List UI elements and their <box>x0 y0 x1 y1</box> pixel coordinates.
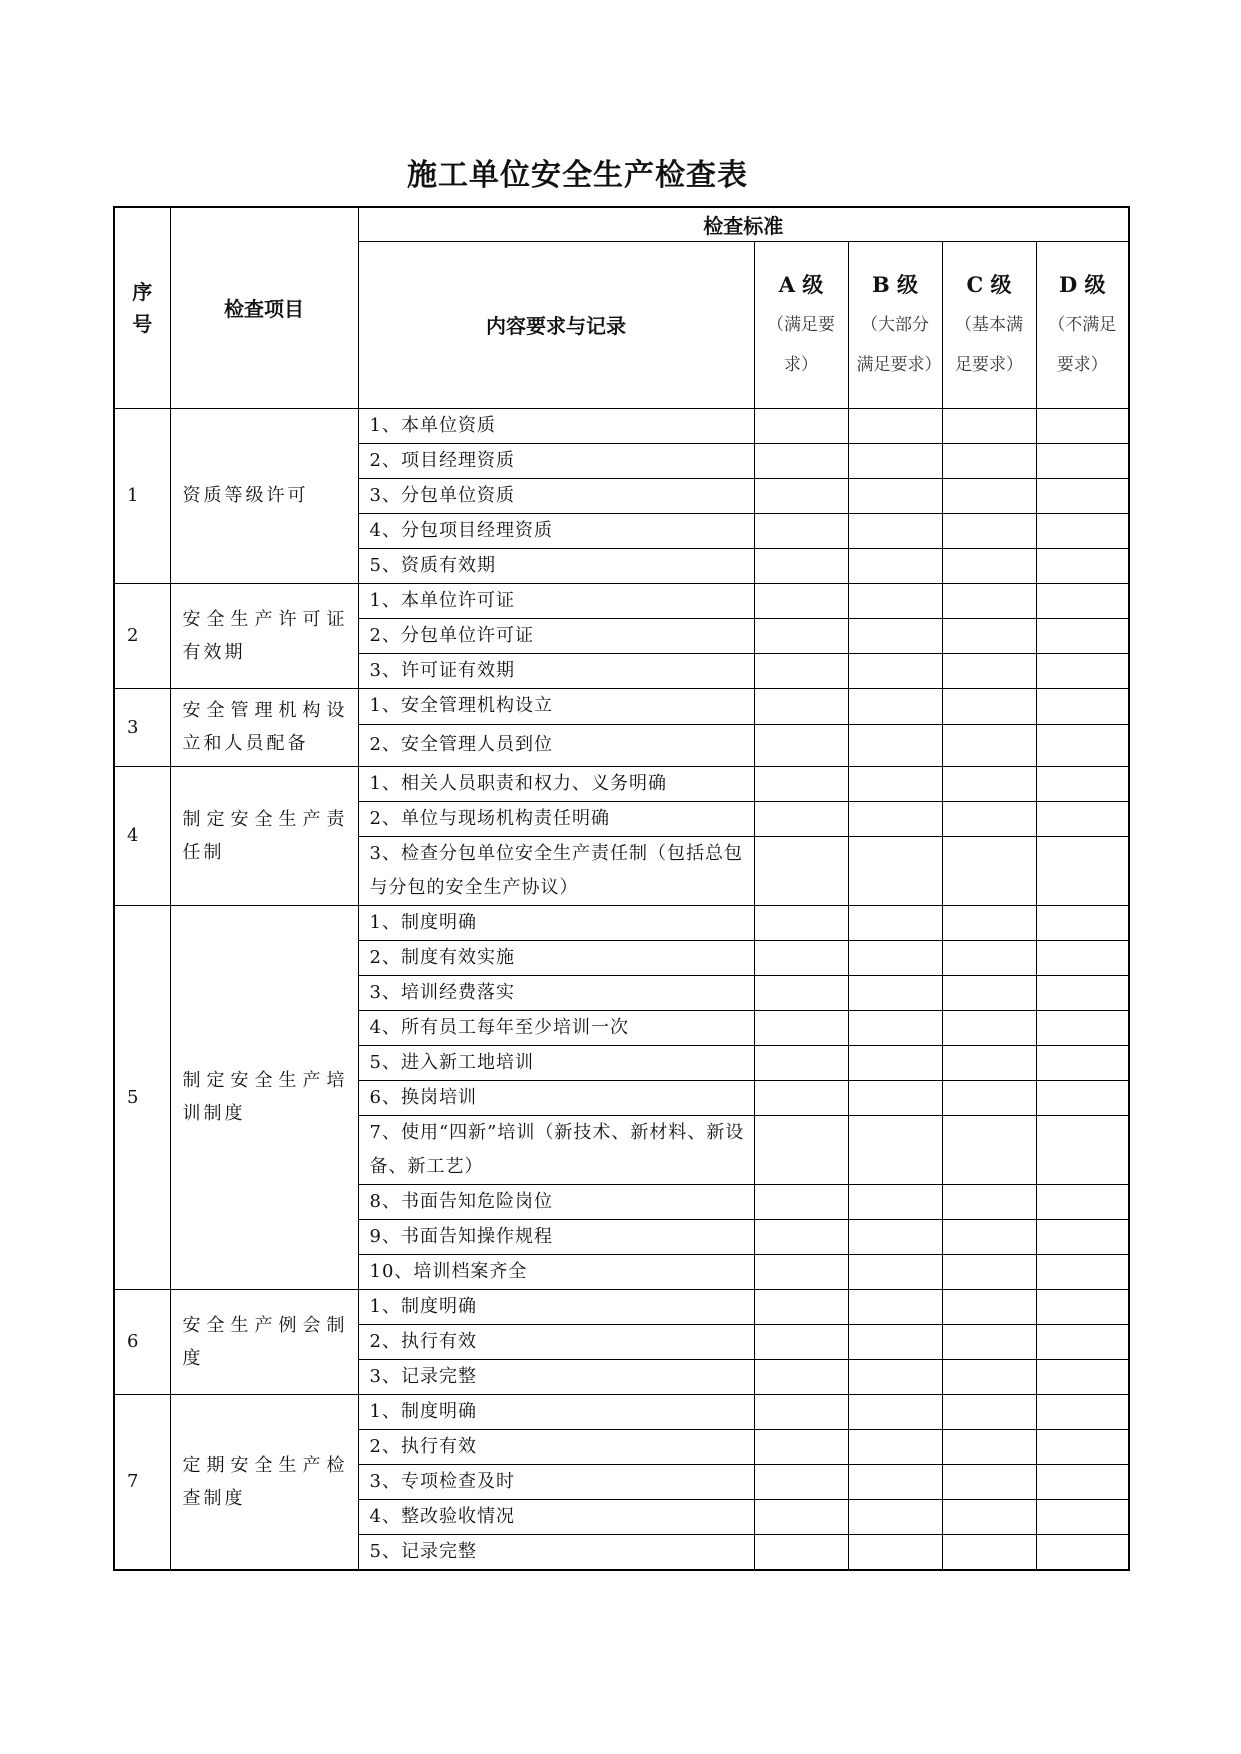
grade-c-cell[interactable] <box>942 1464 1036 1499</box>
row-content-requirement: 3、许可证有效期 <box>358 653 754 688</box>
header-content: 内容要求与记录 <box>358 241 754 408</box>
document-title: 施工单位安全生产检查表 <box>407 158 748 193</box>
grade-a-cell[interactable] <box>754 1534 848 1570</box>
grade-a-cell[interactable] <box>754 513 848 548</box>
grade-c-cell[interactable] <box>942 1184 1036 1219</box>
row-content-requirement: 3、专项检查及时 <box>358 1464 754 1499</box>
header-seq-label: 序号 <box>132 279 153 336</box>
row-seq: 5 <box>114 905 170 1289</box>
grade-d-cell[interactable] <box>1036 836 1129 905</box>
grade-description: （不满足要求） <box>1048 314 1117 375</box>
row-content-requirement: 2、项目经理资质 <box>358 443 754 478</box>
row-content-requirement: 10、培训档案齐全 <box>358 1254 754 1289</box>
grade-b-cell[interactable] <box>848 766 942 801</box>
row-seq: 1 <box>114 408 170 583</box>
grade-c-cell[interactable] <box>942 1429 1036 1464</box>
row-content-requirement: 1、制度明确 <box>358 1289 754 1324</box>
grade-a-cell[interactable] <box>754 548 848 583</box>
row-content-requirement: 2、执行有效 <box>358 1324 754 1359</box>
row-content-requirement: 1、制度明确 <box>358 905 754 940</box>
grade-b-cell[interactable] <box>848 801 942 836</box>
grade-c-cell[interactable] <box>942 583 1036 618</box>
grade-c-cell[interactable] <box>942 1359 1036 1394</box>
grade-d-cell[interactable] <box>1036 975 1129 1010</box>
grade-c-cell[interactable] <box>942 1324 1036 1359</box>
row-content-requirement: 1、安全管理机构设立 <box>358 688 754 724</box>
grade-c-cell[interactable] <box>942 408 1036 443</box>
grade-c-cell[interactable] <box>942 443 1036 478</box>
grade-c-cell[interactable] <box>942 1254 1036 1289</box>
grade-c-cell[interactable] <box>942 1289 1036 1324</box>
row-content-requirement: 3、培训经费落实 <box>358 975 754 1010</box>
grade-d-cell[interactable] <box>1036 1499 1129 1534</box>
grade-d-cell[interactable] <box>1036 583 1129 618</box>
grade-d-cell[interactable] <box>1036 1080 1129 1115</box>
grade-d-cell[interactable] <box>1036 688 1129 724</box>
grade-c-cell[interactable] <box>942 1394 1036 1429</box>
grade-name: C 级 <box>966 271 1012 297</box>
table-row <box>114 583 1129 618</box>
grade-d-cell[interactable] <box>1036 801 1129 836</box>
row-seq: 3 <box>114 688 170 766</box>
grade-d-cell[interactable] <box>1036 1394 1129 1429</box>
grade-b-cell[interactable] <box>848 1254 942 1289</box>
grade-c-cell[interactable] <box>942 478 1036 513</box>
row-content-requirement: 5、进入新工地培训 <box>358 1045 754 1080</box>
row-content-requirement: 3、分包单位资质 <box>358 478 754 513</box>
grade-c-cell[interactable] <box>942 1534 1036 1570</box>
row-content-requirement: 2、单位与现场机构责任明确 <box>358 801 754 836</box>
grade-name: B 级 <box>871 271 919 297</box>
row-content-requirement: 4、分包项目经理资质 <box>358 513 754 548</box>
grade-b-cell[interactable] <box>848 1080 942 1115</box>
grade-a-cell[interactable] <box>754 975 848 1010</box>
grade-c-cell[interactable] <box>942 548 1036 583</box>
table-row <box>114 1289 1129 1324</box>
grade-d-cell[interactable] <box>1036 408 1129 443</box>
grade-b-cell[interactable] <box>848 1289 942 1324</box>
row-check-item: 制定安全生产责任制 <box>170 766 358 905</box>
grade-a-cell[interactable] <box>754 1184 848 1219</box>
row-content-requirement: 1、本单位资质 <box>358 408 754 443</box>
grade-b-cell[interactable] <box>848 408 942 443</box>
header-grade-d <box>1036 241 1129 408</box>
grade-a-cell[interactable] <box>754 478 848 513</box>
grade-d-cell[interactable] <box>1036 1324 1129 1359</box>
grade-d-cell[interactable] <box>1036 1359 1129 1394</box>
row-content-requirement: 7、使用“四新”培训（新技术、新材料、新设备、新工艺） <box>358 1115 754 1184</box>
grade-a-cell[interactable] <box>754 1359 848 1394</box>
row-check-item: 安全生产许可证有效期 <box>170 583 358 688</box>
grade-d-cell[interactable] <box>1036 724 1129 766</box>
grade-a-cell[interactable] <box>754 408 848 443</box>
grade-d-cell[interactable] <box>1036 1289 1129 1324</box>
row-content-requirement: 5、记录完整 <box>358 1534 754 1570</box>
grade-c-cell[interactable] <box>942 724 1036 766</box>
grade-d-cell[interactable] <box>1036 513 1129 548</box>
grade-c-cell[interactable] <box>942 801 1036 836</box>
grade-b-cell[interactable] <box>848 583 942 618</box>
header-seq <box>114 207 170 408</box>
row-content-requirement: 2、安全管理人员到位 <box>358 724 754 766</box>
row-content-requirement: 2、执行有效 <box>358 1429 754 1464</box>
header-standard: 检查标准 <box>358 207 1129 241</box>
grade-b-cell[interactable] <box>848 1045 942 1080</box>
grade-a-cell[interactable] <box>754 1429 848 1464</box>
grade-b-cell[interactable] <box>848 724 942 766</box>
grade-c-cell[interactable] <box>942 1080 1036 1115</box>
grade-c-cell[interactable] <box>942 688 1036 724</box>
grade-d-cell[interactable] <box>1036 1115 1129 1184</box>
table-row <box>114 905 1129 940</box>
grade-d-cell[interactable] <box>1036 905 1129 940</box>
grade-a-cell[interactable] <box>754 724 848 766</box>
grade-a-cell[interactable] <box>754 766 848 801</box>
grade-a-cell[interactable] <box>754 836 848 905</box>
grade-c-cell[interactable] <box>942 1219 1036 1254</box>
grade-d-cell[interactable] <box>1036 1429 1129 1464</box>
grade-b-cell[interactable] <box>848 1429 942 1464</box>
grade-b-cell[interactable] <box>848 688 942 724</box>
grade-b-cell[interactable] <box>848 1219 942 1254</box>
grade-b-cell[interactable] <box>848 905 942 940</box>
grade-d-cell[interactable] <box>1036 653 1129 688</box>
grade-c-cell[interactable] <box>942 975 1036 1010</box>
grade-d-cell[interactable] <box>1036 618 1129 653</box>
row-check-item: 定期安全生产检查制度 <box>170 1394 358 1570</box>
grade-a-cell[interactable] <box>754 653 848 688</box>
grade-description: （大部分满足要求） <box>856 314 942 375</box>
grade-name: D 级 <box>1058 271 1106 297</box>
header-grade-a <box>754 241 848 408</box>
grade-b-cell[interactable] <box>848 1394 942 1429</box>
grade-b-cell[interactable] <box>848 443 942 478</box>
row-check-item: 安全管理机构设立和人员配备 <box>170 688 358 766</box>
grade-b-cell[interactable] <box>848 1359 942 1394</box>
table-row <box>114 1394 1129 1429</box>
grade-b-cell[interactable] <box>848 513 942 548</box>
grade-b-cell[interactable] <box>848 618 942 653</box>
header-item: 检查项目 <box>170 207 358 408</box>
grade-a-cell[interactable] <box>754 801 848 836</box>
grade-a-cell[interactable] <box>754 1115 848 1184</box>
row-content-requirement: 2、分包单位许可证 <box>358 618 754 653</box>
grade-c-cell[interactable] <box>942 766 1036 801</box>
grade-a-cell[interactable] <box>754 1394 848 1429</box>
grade-c-cell[interactable] <box>942 1499 1036 1534</box>
table-body <box>114 408 1129 1570</box>
grade-a-cell[interactable] <box>754 618 848 653</box>
row-seq: 6 <box>114 1289 170 1394</box>
grade-description: （基本满足要求） <box>955 314 1023 375</box>
grade-c-cell[interactable] <box>942 836 1036 905</box>
grade-b-cell[interactable] <box>848 836 942 905</box>
table-row <box>114 766 1129 801</box>
row-content-requirement: 3、记录完整 <box>358 1359 754 1394</box>
grade-d-cell[interactable] <box>1036 548 1129 583</box>
header-grade-c <box>942 241 1036 408</box>
grade-a-cell[interactable] <box>754 1324 848 1359</box>
grade-b-cell[interactable] <box>848 1464 942 1499</box>
grade-a-cell[interactable] <box>754 1499 848 1534</box>
grade-d-cell[interactable] <box>1036 1045 1129 1080</box>
grade-b-cell[interactable] <box>848 1499 942 1534</box>
grade-d-cell[interactable] <box>1036 1534 1129 1570</box>
grade-c-cell[interactable] <box>942 1045 1036 1080</box>
grade-c-cell[interactable] <box>942 940 1036 975</box>
row-content-requirement: 3、检查分包单位安全生产责任制（包括总包与分包的安全生产协议） <box>358 836 754 905</box>
row-content-requirement: 5、资质有效期 <box>358 548 754 583</box>
grade-d-cell[interactable] <box>1036 940 1129 975</box>
grade-name: A 级 <box>778 271 824 297</box>
grade-a-cell[interactable] <box>754 1045 848 1080</box>
grade-c-cell[interactable] <box>942 618 1036 653</box>
row-content-requirement: 2、制度有效实施 <box>358 940 754 975</box>
row-content-requirement: 1、相关人员职责和权力、义务明确 <box>358 766 754 801</box>
grade-a-cell[interactable] <box>754 940 848 975</box>
grade-c-cell[interactable] <box>942 513 1036 548</box>
row-seq: 7 <box>114 1394 170 1570</box>
grade-d-cell[interactable] <box>1036 1464 1129 1499</box>
grade-d-cell[interactable] <box>1036 478 1129 513</box>
grade-b-cell[interactable] <box>848 653 942 688</box>
table-row <box>114 688 1129 724</box>
grade-a-cell[interactable] <box>754 1010 848 1045</box>
grade-a-cell[interactable] <box>754 583 848 618</box>
grade-c-cell[interactable] <box>942 653 1036 688</box>
grade-c-cell[interactable] <box>942 1010 1036 1045</box>
grade-a-cell[interactable] <box>754 905 848 940</box>
row-content-requirement: 4、整改验收情况 <box>358 1499 754 1534</box>
row-content-requirement: 4、所有员工每年至少培训一次 <box>358 1010 754 1045</box>
grade-d-cell[interactable] <box>1036 1254 1129 1289</box>
grade-d-cell[interactable] <box>1036 1010 1129 1045</box>
grade-b-cell[interactable] <box>848 1184 942 1219</box>
row-content-requirement: 1、制度明确 <box>358 1394 754 1429</box>
row-check-item: 制定安全生产培训制度 <box>170 905 358 1289</box>
grade-b-cell[interactable] <box>848 548 942 583</box>
grade-b-cell[interactable] <box>848 1115 942 1184</box>
row-check-item: 资质等级许可 <box>170 408 358 583</box>
grade-b-cell[interactable] <box>848 1010 942 1045</box>
row-content-requirement: 9、书面告知操作规程 <box>358 1219 754 1254</box>
grade-d-cell[interactable] <box>1036 766 1129 801</box>
grade-b-cell[interactable] <box>848 940 942 975</box>
safety-check-table <box>113 206 1130 1571</box>
row-seq: 2 <box>114 583 170 688</box>
grade-a-cell[interactable] <box>754 1289 848 1324</box>
grade-a-cell[interactable] <box>754 688 848 724</box>
header-grade-b <box>848 241 942 408</box>
grade-b-cell[interactable] <box>848 1534 942 1570</box>
grade-b-cell[interactable] <box>848 1324 942 1359</box>
row-content-requirement: 1、本单位许可证 <box>358 583 754 618</box>
row-seq: 4 <box>114 766 170 905</box>
grade-a-cell[interactable] <box>754 443 848 478</box>
row-content-requirement: 8、书面告知危险岗位 <box>358 1184 754 1219</box>
grade-a-cell[interactable] <box>754 1254 848 1289</box>
table-row <box>114 408 1129 443</box>
grade-a-cell[interactable] <box>754 1464 848 1499</box>
grade-d-cell[interactable] <box>1036 443 1129 478</box>
grade-a-cell[interactable] <box>754 1080 848 1115</box>
grade-c-cell[interactable] <box>942 1115 1036 1184</box>
grade-d-cell[interactable] <box>1036 1184 1129 1219</box>
row-content-requirement: 6、换岗培训 <box>358 1080 754 1115</box>
row-check-item: 安全生产例会制度 <box>170 1289 358 1394</box>
grade-b-cell[interactable] <box>848 478 942 513</box>
grade-c-cell[interactable] <box>942 905 1036 940</box>
grade-b-cell[interactable] <box>848 975 942 1010</box>
grade-d-cell[interactable] <box>1036 1219 1129 1254</box>
grade-a-cell[interactable] <box>754 1219 848 1254</box>
grade-description: （满足要求） <box>767 314 835 375</box>
